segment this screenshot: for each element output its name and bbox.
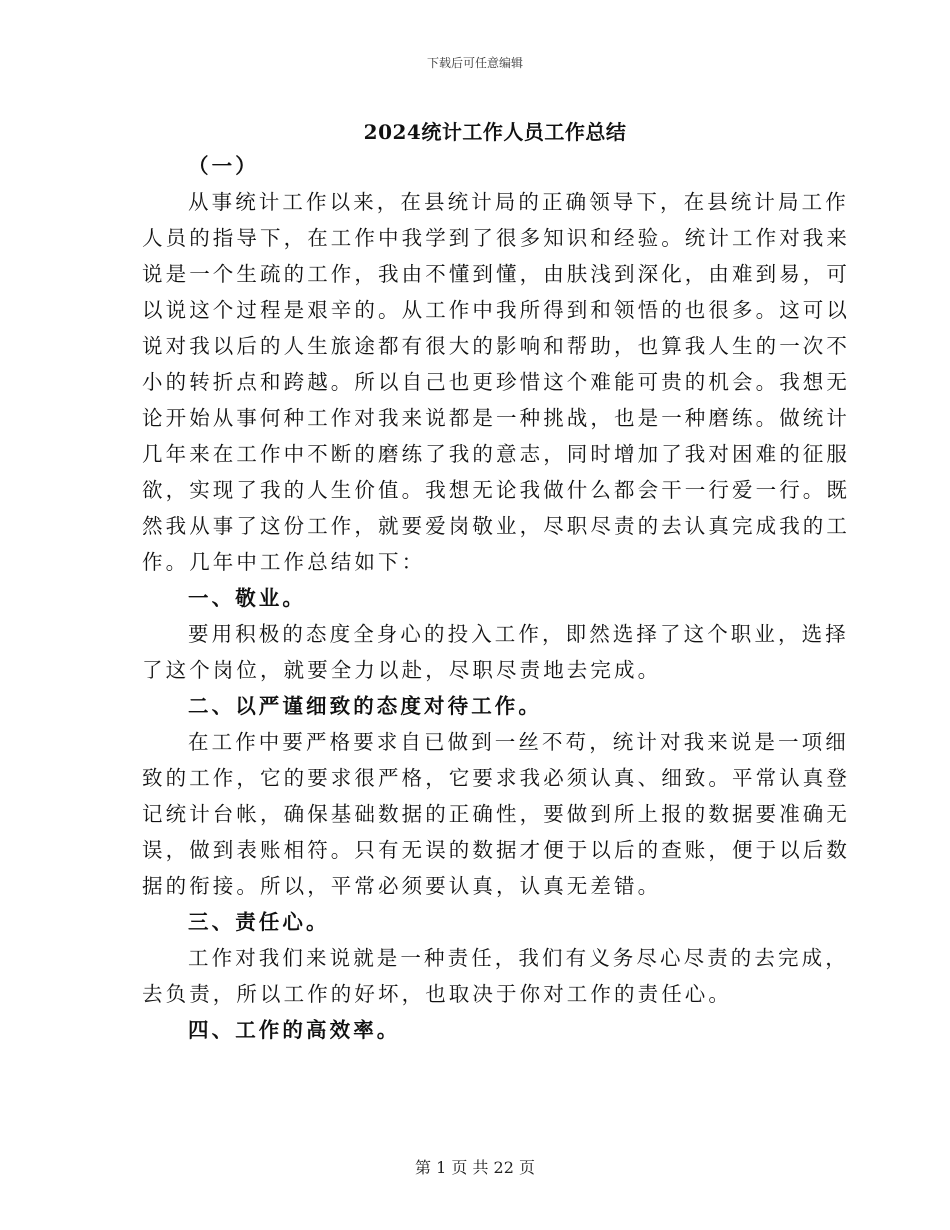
text-line: 记统计台帐，确保基础数据的正确性，要做到所上报的数据要准确无 (142, 802, 850, 826)
text-line: 以说这个过程是艰辛的。从工作中我所得到和领悟的也很多。这可以 (142, 298, 850, 322)
text-line: 说是一个生疏的工作，我由不懂到懂，由肤浅到深化，由难到易，可 (142, 262, 850, 286)
text-line: 作。几年中工作总结如下： (142, 550, 426, 574)
text-line: 论开始从事何种工作对我来说都是一种挑战，也是一种磨练。做统计 (142, 406, 850, 430)
document-body (142, 148, 850, 1048)
section-heading-dedication: 一、敬业。 (188, 586, 306, 610)
text-line: 工作对我们来说就是一种责任，我们有义务尽心尽责的去完成， (188, 946, 849, 970)
text-line: 了这个岗位，就要全力以赴，尽职尽责地去完成。 (142, 658, 662, 682)
text-line: 几年来在工作中不断的磨练了我的意志，同时增加了我对困难的征服 (142, 442, 850, 466)
page-footer-page-number: 第 1 页 共 22 页 (415, 1158, 535, 1177)
text-line: 要用积极的态度全身心的投入工作，即然选择了这个职业，选择 (188, 622, 849, 646)
text-line: 据的衔接。所以，平常必须要认真，认真无差错。 (142, 874, 662, 898)
section-heading-efficiency: 四、工作的高效率。 (188, 1018, 401, 1042)
text-line: 然我从事了这份工作，就要爱岗敬业，尽职尽责的去认真完成我的工 (142, 514, 850, 538)
text-line: 在工作中要严格要求自已做到一丝不苟，统计对我来说是一项细 (188, 730, 849, 754)
text-line: 人员的指导下，在工作中我学到了很多知识和经验。统计工作对我来 (142, 226, 850, 250)
section-body-rigor (142, 724, 850, 904)
text-line: 误，做到表账相符。只有无误的数据才便于以后的查账，便于以后数 (142, 838, 850, 862)
text-line: 小的转折点和跨越。所以自己也更珍惜这个难能可贵的机会。我想无 (142, 370, 850, 394)
section-body-dedication (142, 616, 849, 688)
part-label: （一） (188, 154, 259, 178)
paragraph-intro (142, 184, 850, 580)
section-heading-rigor: 二、以严谨细致的态度对待工作。 (188, 694, 542, 718)
section-heading-responsibility: 三、责任心。 (188, 910, 330, 934)
text-line: 去负责，所以工作的好坏，也取决于你对工作的责任心。 (142, 982, 732, 1006)
section-body-responsibility (142, 940, 849, 1012)
text-line: 致的工作，它的要求很严格，它要求我必须认真、细致。平常认真登 (142, 766, 850, 790)
text-line: 说对我以后的人生旅途都有很大的影响和帮助，也算我人生的一次不 (142, 334, 850, 358)
document-title: 2024统计工作人员工作总结 (363, 120, 627, 144)
page-header-note: 下载后可任意编辑 (426, 56, 523, 70)
text-line: 欲，实现了我的人生价值。我想无论我做什么都会干一行爱一行。既 (142, 478, 850, 502)
text-line: 从事统计工作以来，在县统计局的正确领导下，在县统计局工作 (188, 190, 849, 214)
